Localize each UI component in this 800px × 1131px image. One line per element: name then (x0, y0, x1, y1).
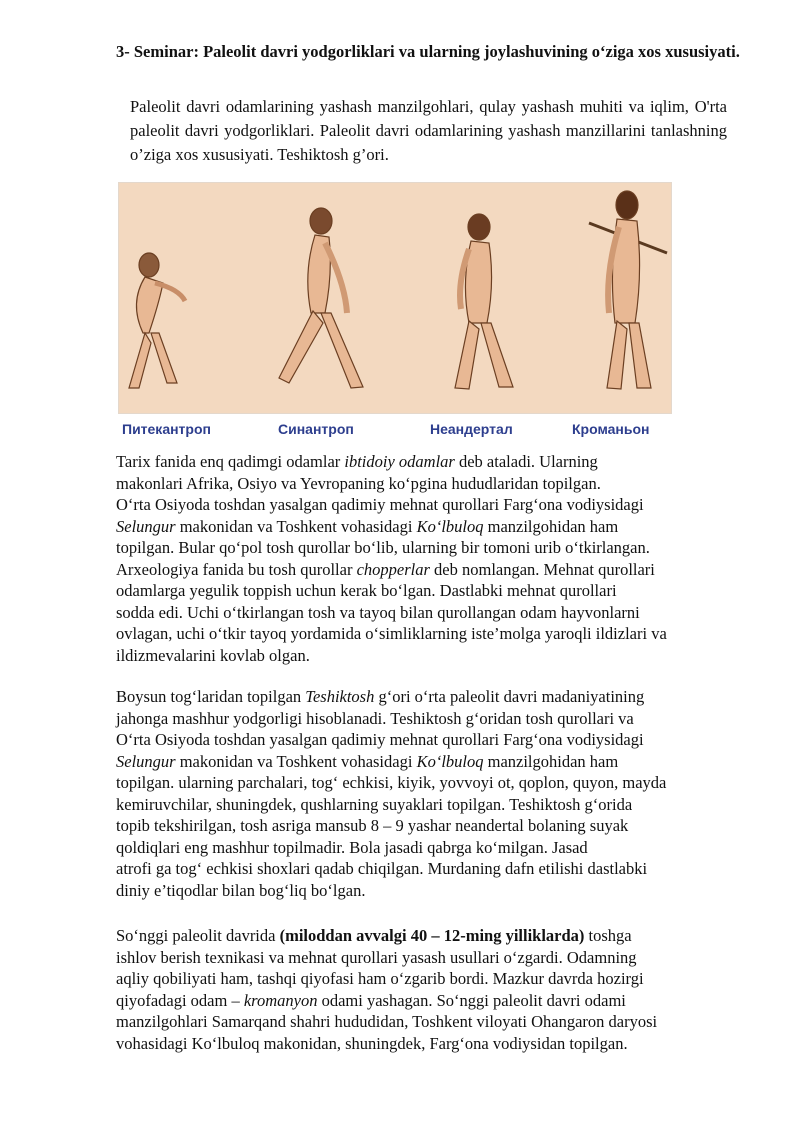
text-run: manzilgohidan ham (483, 516, 619, 536)
text-line: topib tekshirilgan, tosh asriga mansub 8 – 9 yashar neandertal bolaning suyak (116, 816, 629, 835)
caption-cro-magnon: Кроманьон (572, 421, 650, 437)
paragraph-late-paleolithic (116, 925, 746, 1054)
text-line (116, 925, 746, 947)
page-title: 3- Seminar: Paleolit davri yodgorliklari va ularning joylashuvining o‘ziga xos xususiyati. (116, 42, 740, 61)
text-run: manzilgohidan ham (483, 751, 619, 771)
text-line (116, 451, 746, 473)
caption-neanderthal: Неандертал (430, 421, 513, 437)
text-line: topilgan. ularning parchalari, tog‘ echkisi, kiyik, yovvoyi ot, qoplon, quyon, mayda (116, 773, 667, 792)
italic-term: Ko‘lbuloq (416, 751, 484, 771)
text-line: ishlov berish texnikasi va mehnat qurollari yasash usullari o‘zgardi. Odamning (116, 947, 637, 967)
evolution-illustration (119, 183, 671, 413)
evolution-figure (118, 182, 670, 442)
text-line: qoldiqlari eng mashhur topilmadir. Bola jasadi qabrga ko‘milgan. Jasad (116, 837, 588, 857)
text-run: Boysun tog‘laridan topilgan (116, 687, 306, 706)
caption-pithecanthropus: Питекантроп (122, 421, 211, 437)
text-line (116, 751, 746, 773)
italic-term: kromanyon (243, 990, 318, 1010)
caption-sinanthropus: Синантроп (278, 421, 354, 437)
italic-term: Selungur (116, 516, 176, 536)
cro-magnon-figure (589, 191, 667, 389)
text-line: ovlagan, uchi o‘tkir tayoq yordamida o‘simliklarning iste’molga yaroqli ildizlari va (116, 624, 667, 643)
text-line: aqliy qobiliyati ham, tashqi qiyofasi ham o‘zgarib bordi. Mazkur davrda hozirgi (116, 969, 644, 988)
text-run: Tarix fanida enq qadimgi odamlar (116, 452, 345, 471)
text-run: So‘nggi paleolit davrida (116, 926, 280, 945)
italic-term: chopperlar (356, 559, 430, 579)
text-line: atrofi ga tog‘ echkisi shoxlari qadab chiqilgan. Murdaning dafn etilishi dastlabki (116, 859, 648, 878)
neanderthal-figure (455, 214, 513, 389)
text-line: odamlarga yegulik toppish uchun kerak bo‘lgan. Dastlabki mehnat qurollari (116, 581, 617, 600)
paragraph-primitive-people (116, 451, 746, 666)
text-line (116, 990, 746, 1012)
text-line: vohasidagi Ko‘lbuloq makonidan, shuningdek, Farg‘ona vodiysidan topilgan. (116, 1033, 628, 1053)
italic-term: Teshiktosh (305, 687, 375, 706)
italic-term: Selungur (116, 751, 176, 771)
italic-term: ibtidoiy odamlar (344, 452, 455, 471)
italic-term: Ko‘lbuloq (416, 516, 484, 536)
text-line: makonlari Afrika, Osiyo va Yevropaning ko‘pgina hududlaridan topilgan. (116, 473, 601, 493)
text-run: Arxeologiya fanida bu tosh qurollar (116, 559, 357, 579)
text-run: toshga (584, 926, 632, 945)
text-line: ildizmevalarini kovlab olgan. (116, 645, 310, 665)
text-line: topilgan. Bular qo‘pol tosh qurollar bo‘lib, ularning bir tomoni urib o‘tkirlangan. (116, 538, 650, 557)
text-line: kemiruvchilar, shuningdek, qushlarning suyaklari topilgan. Teshiktosh g‘orida (116, 794, 633, 814)
figure-panel (118, 182, 672, 414)
text-line: O‘rta Osiyoda toshdan yasalgan qadimiy mehnat qurollari Farg‘ona vodiysidagi (116, 495, 644, 514)
text-run: qiyofadagi odam – (116, 990, 244, 1010)
text-line: jahonga mashhur yodgorligi hisoblanadi. Teshiktosh g‘oridan tosh qurollari va (116, 708, 634, 728)
paragraph-teshiktosh (116, 686, 746, 901)
text-line (116, 516, 746, 538)
bold-term: (miloddan avvalgi 40 – 12-ming yilliklarda) (279, 926, 585, 945)
text-run: makonidan va Toshkent vohasidagi (175, 751, 417, 771)
text-run: odami yashagan. So‘nggi paleolit davri odami (317, 990, 626, 1010)
text-line (116, 686, 746, 708)
pithecanthropus-figure (129, 253, 185, 388)
text-line (116, 559, 746, 581)
text-line: manzilgohlari Samarqand shahri hududidan, Toshkent viloyati Ohangaron daryosi (116, 1012, 658, 1031)
sinanthropus-figure (279, 208, 363, 388)
text-run: g‘ori o‘rta paleolit davri madaniyatining (374, 687, 645, 706)
intro-paragraph: Paleolit davri odamlarining yashash manzilgohlari, qulay yashash muhiti va iqlim, O'rta paleolit davri yodgorliklari. Paleolit davri odamlarining yashash manzillarini tanlashning o’ziga xos xususiyati. Teshiktosh g’ori. (130, 97, 727, 164)
text-run: deb nomlangan. Mehnat qurollari (429, 559, 655, 579)
text-line: O‘rta Osiyoda toshdan yasalgan qadimiy mehnat qurollari Farg‘ona vodiysidagi (116, 730, 644, 749)
text-run: makonidan va Toshkent vohasidagi (175, 516, 417, 536)
text-line: diniy e’tiqodlar bilan bog‘liq bo‘lgan. (116, 880, 366, 900)
text-line: sodda edi. Uchi o‘tkirlangan tosh va tayoq bilan qurollangan odam hayvonlarni (116, 602, 640, 622)
text-run: deb ataladi. Ularning (454, 452, 598, 471)
